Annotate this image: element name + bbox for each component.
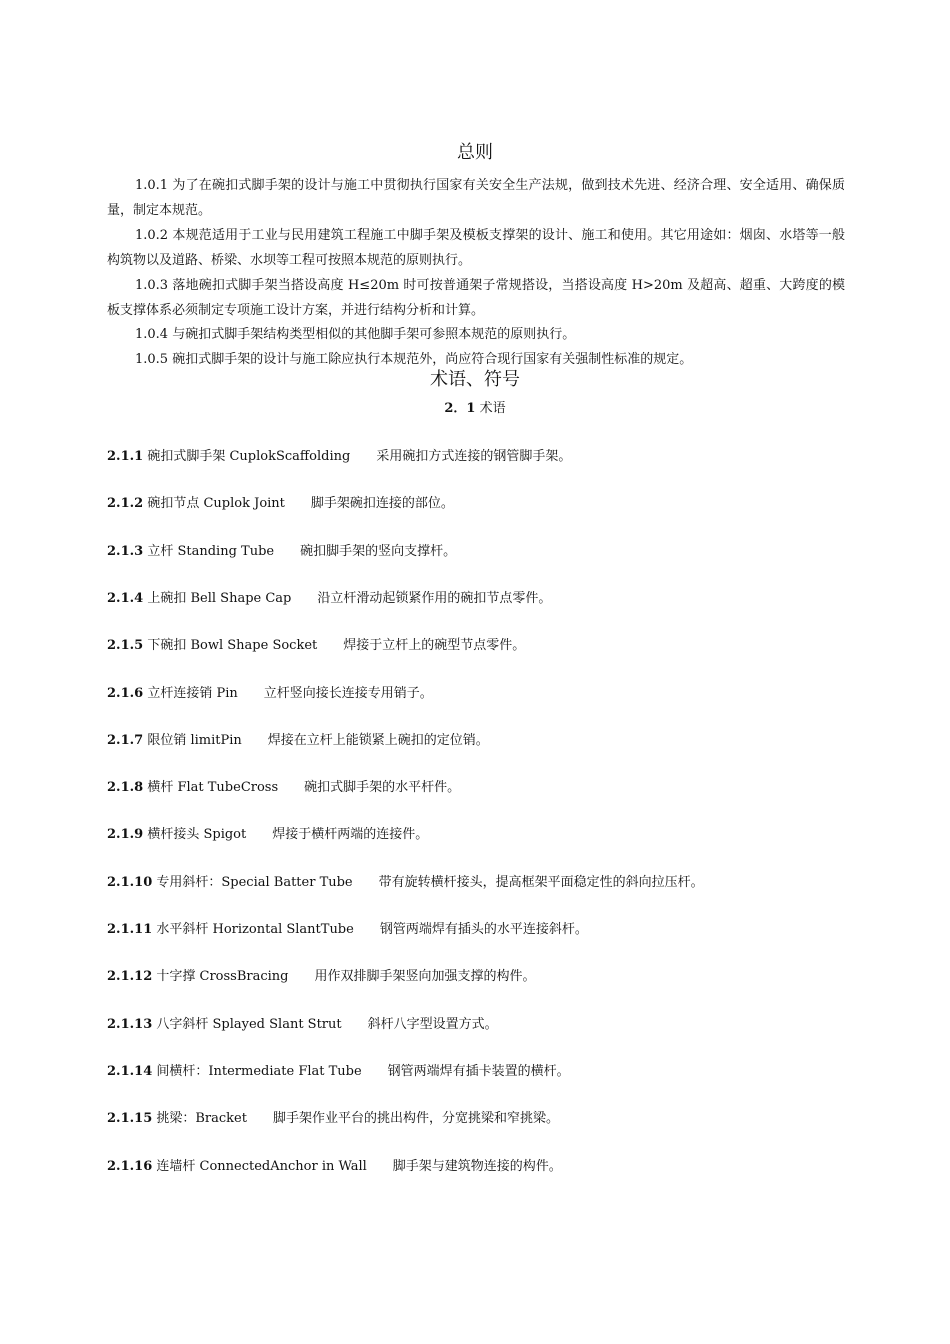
term-definition: 沿立杆滑动起锁紧作用的碗扣节点零件。 bbox=[317, 591, 552, 606]
term-item bbox=[107, 968, 867, 986]
term-number: 2.1.3 bbox=[107, 544, 144, 559]
section-title bbox=[0, 400, 950, 418]
clause-1-0-4: 1.0.4 与碗扣式脚手架结构类型相似的其他脚手架可参照本规范的原则执行。 bbox=[135, 327, 576, 342]
term-number: 2.1.13 bbox=[107, 1017, 153, 1032]
term-definition: 用作双排脚手架竖向加强支撑的构件。 bbox=[314, 969, 536, 984]
term-definition: 焊接在立杆上能锁紧上碗扣的定位销。 bbox=[267, 733, 489, 748]
term-name: 连墙杆 ConnectedAnchor in Wall bbox=[156, 1159, 367, 1174]
term-name: 十字撑 CrossBracing bbox=[156, 969, 289, 984]
term-name: 专用斜杆：Special Batter Tube bbox=[156, 875, 353, 890]
term-number: 2.1.10 bbox=[107, 875, 153, 890]
term-item bbox=[107, 921, 867, 939]
term-item bbox=[107, 448, 867, 466]
term-name: 横杆接头 Spigot bbox=[147, 827, 247, 842]
term-name: 挑梁：Bracket bbox=[156, 1111, 247, 1126]
term-name: 间横杆：Intermediate Flat Tube bbox=[156, 1064, 362, 1079]
term-item bbox=[107, 732, 867, 750]
term-definition: 焊接于横杆两端的连接件。 bbox=[272, 827, 429, 842]
term-number: 2.1.4 bbox=[107, 591, 144, 606]
clause-1-0-5: 1.0.5 碗扣式脚手架的设计与施工除应执行本规范外，尚应符合现行国家有关强制性标准的规定。 bbox=[135, 352, 693, 367]
term-definition: 采用碗扣方式连接的钢管脚手架。 bbox=[376, 449, 572, 464]
term-name: 碗扣节点 Cuplok Joint bbox=[147, 496, 285, 511]
section-number: 2．1 bbox=[444, 401, 476, 416]
term-name: 限位销 limitPin bbox=[147, 733, 242, 748]
clause-1-0-2: 1.0.2 本规范适用于工业与民用建筑工程施工中脚手架及模板支撑架的设计、施工和使用。其它用途如：烟囱、水塔等一般构筑物以及道路、桥梁、水坝等工程可按照本规范的原则执行。 bbox=[107, 228, 845, 268]
term-item bbox=[107, 495, 867, 513]
term-number: 2.1.14 bbox=[107, 1064, 153, 1079]
clause-1-0-1: 1.0.1 为了在碗扣式脚手架的设计与施工中贯彻执行国家有关安全生产法规，做到技术先进、经济合理、安全适用、确保质量，制定本规范。 bbox=[107, 178, 845, 218]
term-name: 八字斜杆 Splayed Slant Strut bbox=[156, 1017, 342, 1032]
term-item bbox=[107, 590, 867, 608]
term-definition: 碗扣式脚手架的水平杆件。 bbox=[304, 780, 461, 795]
term-item bbox=[107, 779, 867, 797]
term-name: 横杆 Flat TubeCross bbox=[147, 780, 279, 795]
term-number: 2.1.1 bbox=[107, 449, 144, 464]
term-number: 2.1.6 bbox=[107, 686, 144, 701]
term-name: 下碗扣 Bowl Shape Socket bbox=[147, 638, 318, 653]
term-item bbox=[107, 1016, 867, 1034]
term-number: 2.1.16 bbox=[107, 1159, 153, 1174]
term-definition: 立杆竖向接长连接专用销子。 bbox=[263, 686, 433, 701]
term-definition: 碗扣脚手架的竖向支撑杆。 bbox=[300, 544, 457, 559]
term-name: 立杆 Standing Tube bbox=[147, 544, 275, 559]
term-item bbox=[107, 685, 867, 703]
term-definition: 焊接于立杆上的碗型节点零件。 bbox=[343, 638, 526, 653]
term-name: 碗扣式脚手架 CuplokScaffolding bbox=[147, 449, 351, 464]
chapter-title-general: 总则 bbox=[457, 142, 493, 163]
term-item bbox=[107, 637, 867, 655]
term-definition: 钢管两端焊有插头的水平连接斜杆。 bbox=[379, 922, 588, 937]
term-definition: 脚手架与建筑物连接的构件。 bbox=[392, 1159, 562, 1174]
clause-1-0-3: 1.0.3 落地碗扣式脚手架当搭设高度 H≤20m 时可按普通架子常规搭设，当搭设高度 H>20m 及超高、超重、大跨度的模板支撑体系必须制定专项施工设计方案，并进行结构分析和计算。 bbox=[107, 278, 845, 318]
term-item bbox=[107, 1110, 867, 1128]
term-item bbox=[107, 874, 867, 892]
term-item bbox=[107, 1158, 867, 1176]
term-number: 2.1.11 bbox=[107, 922, 153, 937]
term-number: 2.1.5 bbox=[107, 638, 144, 653]
section-name: 术语 bbox=[479, 401, 506, 416]
term-definition: 脚手架作业平台的挑出构件，分宽挑梁和窄挑梁。 bbox=[272, 1111, 559, 1126]
term-number: 2.1.8 bbox=[107, 780, 144, 795]
term-number: 2.1.12 bbox=[107, 969, 153, 984]
term-name: 立杆连接销 Pin bbox=[147, 686, 238, 701]
term-definition: 带有旋转横杆接头，提高框架平面稳定性的斜向拉压杆。 bbox=[378, 875, 704, 890]
term-item bbox=[107, 543, 867, 561]
term-name: 水平斜杆 Horizontal SlantTube bbox=[156, 922, 354, 937]
term-number: 2.1.9 bbox=[107, 827, 144, 842]
term-definition: 斜杆八字型设置方式。 bbox=[367, 1017, 498, 1032]
chapter-title-terms: 术语、符号 bbox=[430, 369, 520, 390]
term-number: 2.1.15 bbox=[107, 1111, 153, 1126]
term-item bbox=[107, 826, 867, 844]
term-number: 2.1.2 bbox=[107, 496, 144, 511]
term-item bbox=[107, 1063, 867, 1081]
term-name: 上碗扣 Bell Shape Cap bbox=[147, 591, 292, 606]
term-number: 2.1.7 bbox=[107, 733, 144, 748]
term-definition: 钢管两端焊有插卡装置的横杆。 bbox=[387, 1064, 570, 1079]
term-definition: 脚手架碗扣连接的部位。 bbox=[310, 496, 454, 511]
